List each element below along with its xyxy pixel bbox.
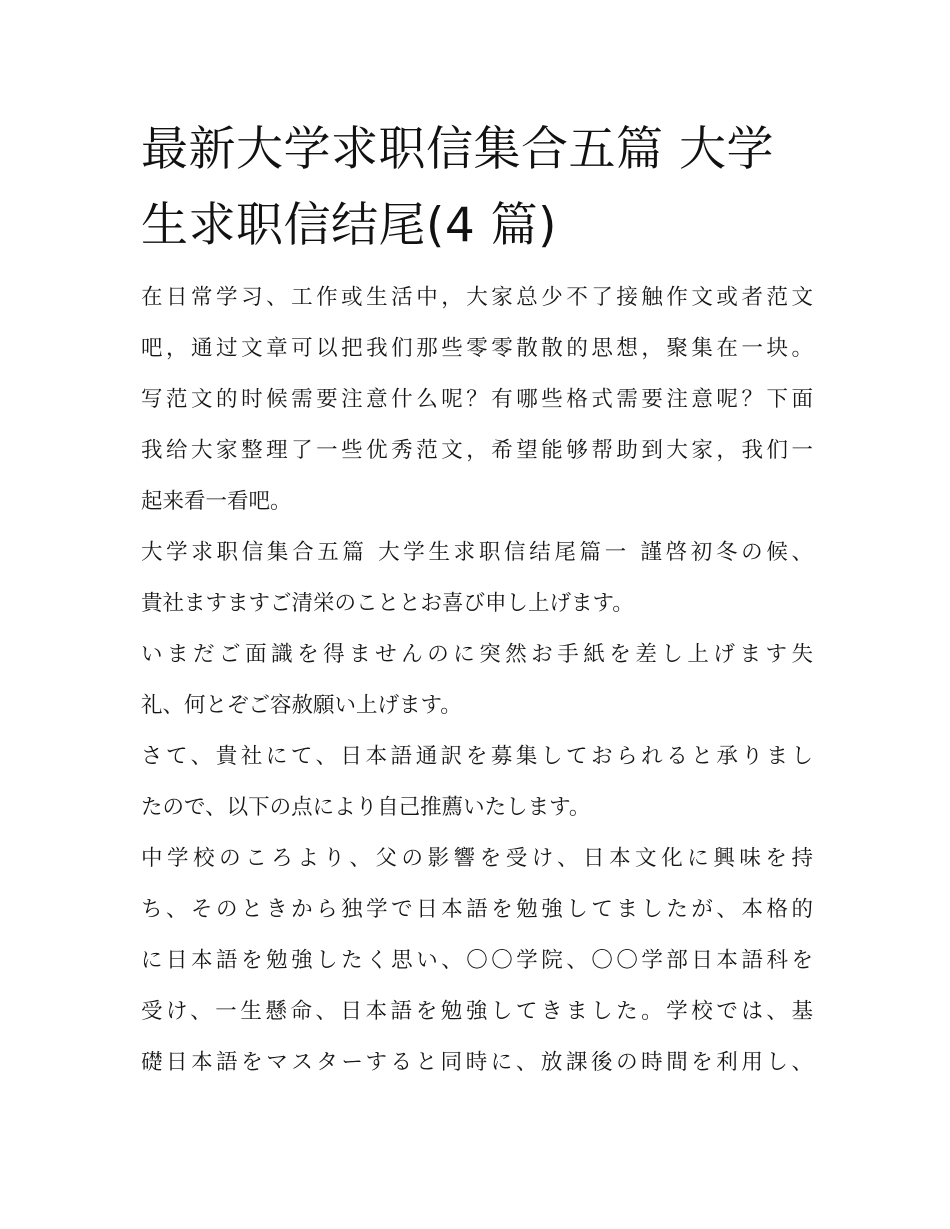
document-body [141,272,813,1088]
paragraph-line: 起来看一看吧。 [141,489,292,514]
paragraph-line: 大学求职信集合五篇 大学生求职信结尾篇一 謹啓初冬の候、 [141,540,813,565]
paragraph-line: に日本語を勉強したく思い、〇〇学院、〇〇学部日本語科を [141,948,813,973]
paragraph-intro [141,272,813,527]
paragraph-background [141,833,813,1088]
title-line-1: 最新大学求职信集合五篇 大学 [141,122,774,177]
paragraph-line: たので、以下の点により自己推薦いたします。 [141,795,591,820]
paragraph-greeting [141,527,813,629]
paragraph-line: 吧，通过文章可以把我们那些零零散散的思想，聚集在一块。 [141,336,813,361]
paragraph-line: 我给大家整理了一些优秀范文，希望能够帮助到大家，我们一 [141,438,813,463]
paragraph-line: ち、そのときから独学で日本語を勉強してましたが、本格的 [141,897,813,922]
title-line-2 [141,188,813,264]
title-line-2-text: 生求职信结尾(4 篇) [141,198,558,253]
paragraph-line: 写范文的时候需要注意什么呢？有哪些格式需要注意呢？下面 [141,387,813,412]
paragraph-line: 受け、一生懸命、日本語を勉強してきました。学校では、基 [141,999,813,1024]
paragraph-line: 在日常学习、工作或生活中，大家总少不了接触作文或者范文 [141,285,813,310]
paragraph-purpose [141,731,813,833]
paragraph-line: 貴社ますますご清栄のこととお喜び申し上げます。 [141,591,634,616]
document-title [141,112,813,264]
paragraph-line: 礼、何とぞご容赦願い上げます。 [141,693,462,718]
paragraph-line: いまだご面識を得ませんのに突然お手紙を差し上げます失 [141,642,813,667]
document-page [141,112,813,1088]
paragraph-line: 中学校のころより、父の影響を受け、日本文化に興味を持 [141,846,813,871]
paragraph-apology [141,629,813,731]
paragraph-line: さて、貴社にて、日本語通訳を募集しておられると承りまし [141,744,813,769]
paragraph-line: 礎日本語をマスターすると同時に、放課後の時間を利用し、 [141,1050,813,1075]
